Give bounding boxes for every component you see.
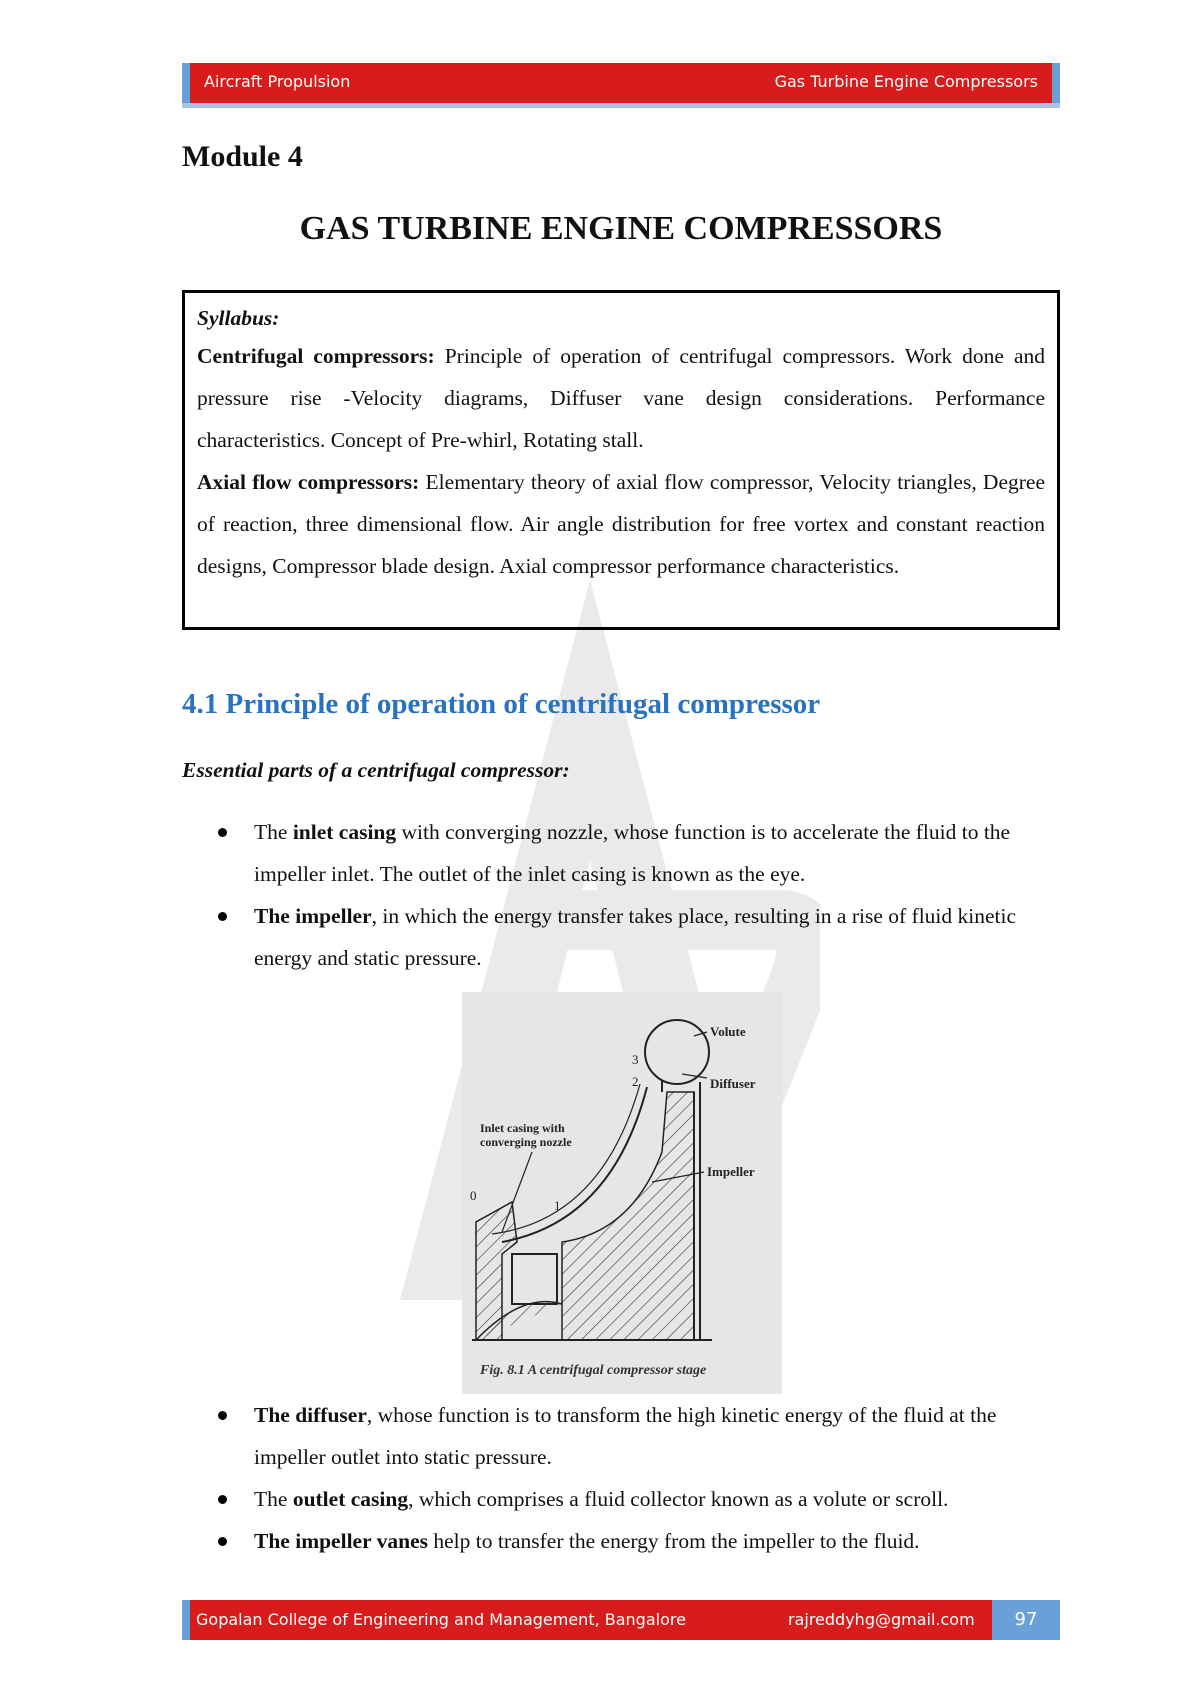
page-header bbox=[182, 63, 1060, 103]
bullet-icon bbox=[218, 828, 227, 837]
impeller-shape bbox=[562, 1092, 694, 1340]
figure-caption: Fig. 8.1 A centrifugal compressor stage bbox=[480, 1363, 707, 1378]
page-title: GAS TURBINE ENGINE COMPRESSORS bbox=[299, 210, 943, 247]
parts-list-b bbox=[182, 1394, 1060, 1562]
list-item: The impeller vanes help to transfer the energy from the impeller to the fluid. bbox=[182, 1520, 1060, 1562]
volute-label: Volute bbox=[710, 1024, 746, 1039]
footer-college: Gopalan College of Engineering and Management, Bangalore bbox=[196, 1610, 686, 1629]
station-2-label: 2 bbox=[632, 1074, 639, 1089]
essential-parts-heading: Essential parts of a centrifugal compressor: bbox=[182, 758, 570, 782]
compressor-diagram bbox=[462, 992, 782, 1394]
list-item: The outlet casing, which comprises a fluid collector known as a volute or scroll. bbox=[182, 1478, 1060, 1520]
compressor-figure bbox=[462, 992, 782, 1394]
centrifugal-label: Centrifugal compressors: bbox=[197, 344, 435, 368]
inlet-label-line1: Inlet casing with bbox=[480, 1121, 565, 1135]
module-heading: Module 4 bbox=[182, 140, 303, 173]
section-heading: 4.1 Principle of operation of centrifugal compressor bbox=[182, 688, 821, 720]
header-course: Aircraft Propulsion bbox=[204, 72, 351, 91]
bullet-icon bbox=[218, 912, 227, 921]
axial-label: Axial flow compressors: bbox=[197, 470, 420, 494]
page-number: 97 bbox=[992, 1600, 1060, 1640]
inlet-leader bbox=[502, 1152, 532, 1232]
station-3-label: 3 bbox=[632, 1052, 639, 1067]
diffuser-label: Diffuser bbox=[710, 1076, 756, 1091]
bullet-icon bbox=[218, 1495, 227, 1504]
inlet-label-line2: converging nozzle bbox=[480, 1135, 572, 1149]
volute-shape bbox=[645, 1020, 709, 1084]
parts-list-a bbox=[182, 811, 1060, 979]
header-topic: Gas Turbine Engine Compressors bbox=[774, 72, 1038, 91]
centrifugal-text: Principle of operation of centrifugal compressors. Work done and pressure rise -Velocity diagrams, Diffuser vane design considerations. Performance characteristics. Concept of Pre-whirl, Rotating stall. bbox=[197, 344, 1045, 452]
list-item: The inlet casing with converging nozzle, whose function is to accelerate the fluid to the impeller inlet. The outlet of the inlet casing is known as the eye. bbox=[182, 811, 1060, 895]
list-item: The impeller, in which the energy transfer takes place, resulting in a rise of fluid kinetic energy and static pressure. bbox=[182, 895, 1060, 979]
bullet-icon bbox=[218, 1411, 227, 1420]
axial-text: Elementary theory of axial flow compressor, Velocity triangles, Degree of reaction, three dimensional flow. Air angle distribution for free vortex and constant reaction designs, Compressor blade design. Axial compressor performance characteristics. bbox=[197, 470, 1046, 578]
impeller-label: Impeller bbox=[707, 1164, 755, 1179]
station-0-label: 0 bbox=[470, 1188, 477, 1203]
station-1-label: 1 bbox=[554, 1198, 561, 1213]
diffuser-leader bbox=[682, 1074, 707, 1078]
syllabus-centrifugal bbox=[197, 335, 1045, 461]
syllabus-box bbox=[182, 290, 1060, 630]
footer-email[interactable]: rajreddyhg@gmail.com bbox=[788, 1610, 975, 1629]
bullet-icon bbox=[218, 1537, 227, 1546]
syllabus-heading: Syllabus: bbox=[197, 306, 280, 330]
eye-passage bbox=[512, 1254, 557, 1304]
syllabus-axial bbox=[197, 461, 1045, 587]
page-footer bbox=[182, 1600, 1060, 1640]
list-item: The diffuser, whose function is to transform the high kinetic energy of the fluid at the impeller outlet into static pressure. bbox=[182, 1394, 1060, 1478]
